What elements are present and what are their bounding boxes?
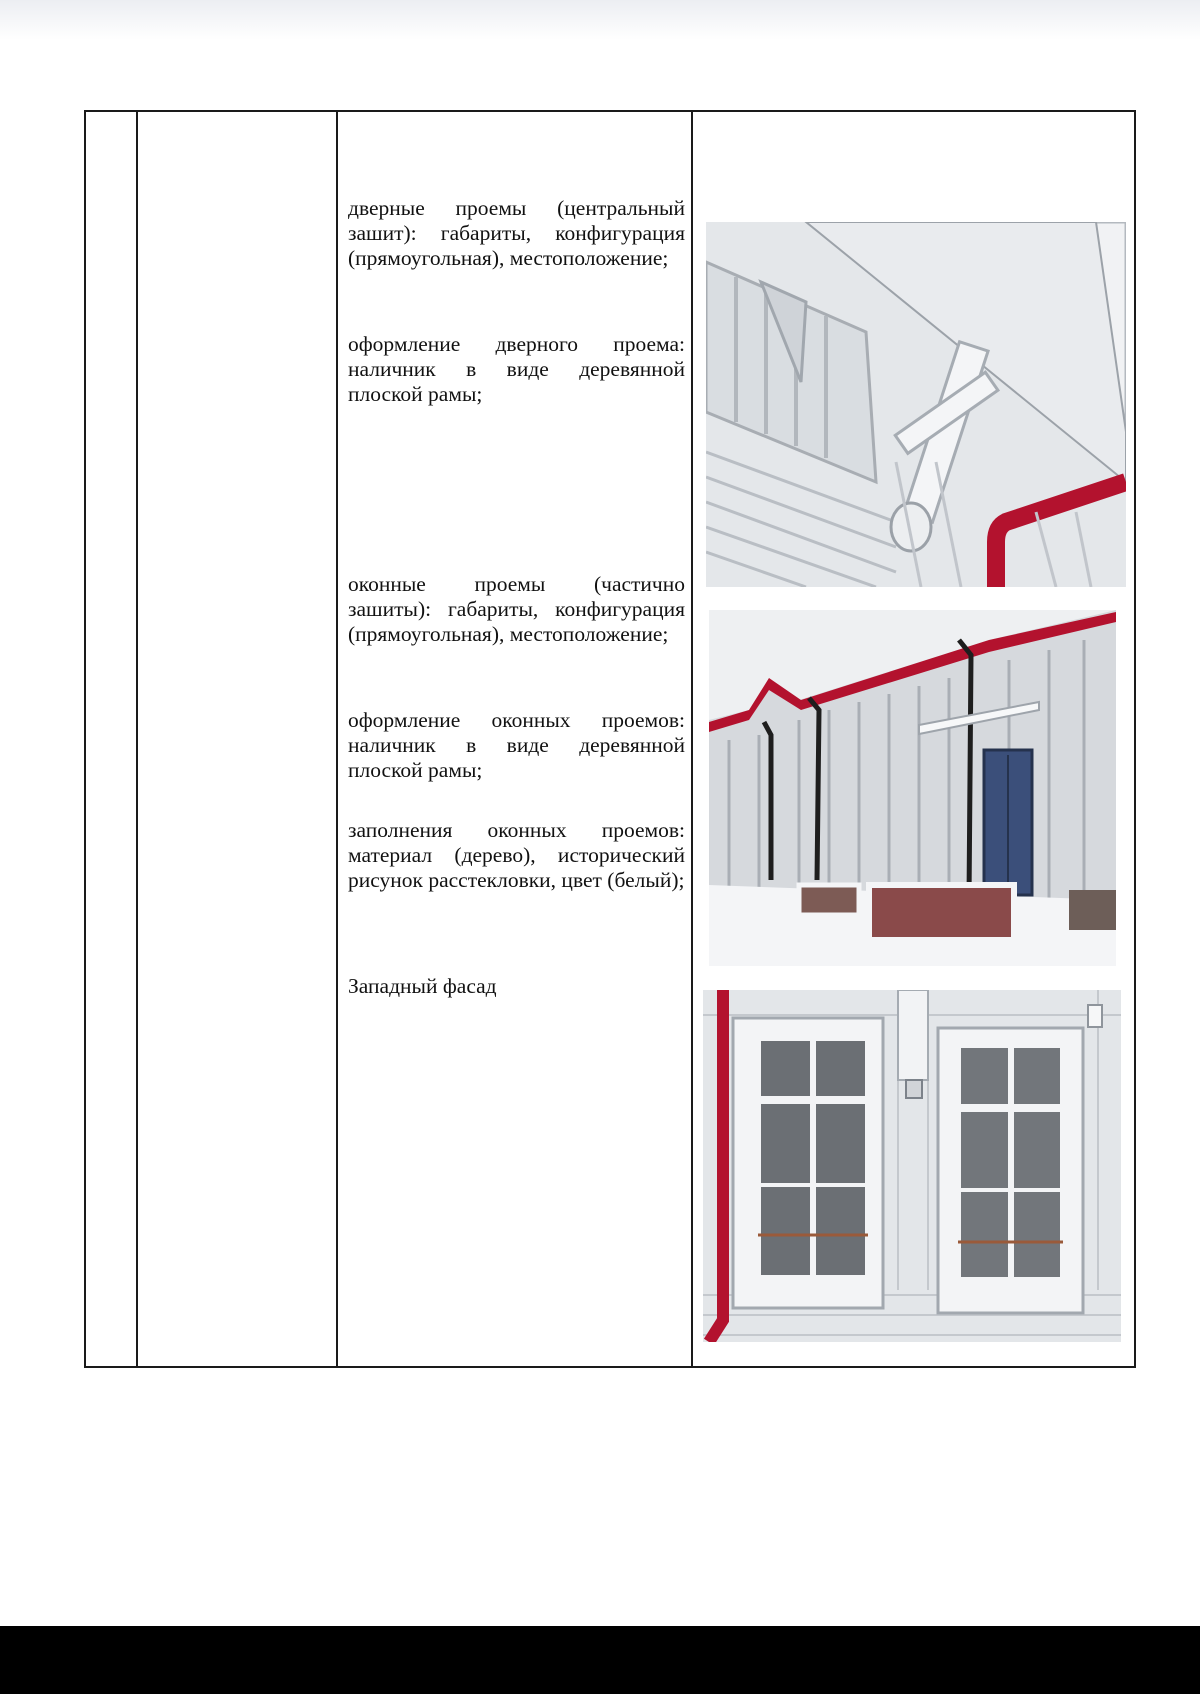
text-block-doors <box>348 196 685 271</box>
paragraph-window-fill: заполнения оконных проемов: материал (дерево), исторический рисунок расстекловки, цвет (белый); <box>348 818 685 892</box>
paragraph-door-trim: оформление дверного проема: наличник в виде деревянной плоской рамы; <box>348 332 685 406</box>
text-block-window-trim <box>348 708 685 783</box>
photo-windows <box>703 990 1121 1342</box>
column-divider-1 <box>136 112 138 1366</box>
photo-facade-door <box>709 610 1116 966</box>
text-block-window-fill <box>348 818 685 893</box>
text-block-west-facade <box>348 974 685 999</box>
photo-eave-detail <box>706 222 1126 587</box>
paragraph-window-trim: оформление оконных проемов: наличник в виде деревянной плоской рамы; <box>348 708 685 782</box>
column-divider-2 <box>336 112 338 1366</box>
text-block-windows <box>348 572 685 647</box>
paragraph-window-openings: оконные проемы (частично зашиты): габариты, конфигурация (прямоугольная), местоположение; <box>348 572 685 646</box>
paragraph-door-openings: дверные проемы (центральный зашит): габариты, конфигурация (прямоугольная), местоположение; <box>348 196 685 270</box>
scan-bottom-bar <box>0 1626 1200 1694</box>
column-divider-3 <box>691 112 693 1366</box>
paragraph-west-facade: Западный фасад <box>348 974 497 998</box>
scan-top-shade <box>0 0 1200 40</box>
text-block-door-trim <box>348 332 685 407</box>
